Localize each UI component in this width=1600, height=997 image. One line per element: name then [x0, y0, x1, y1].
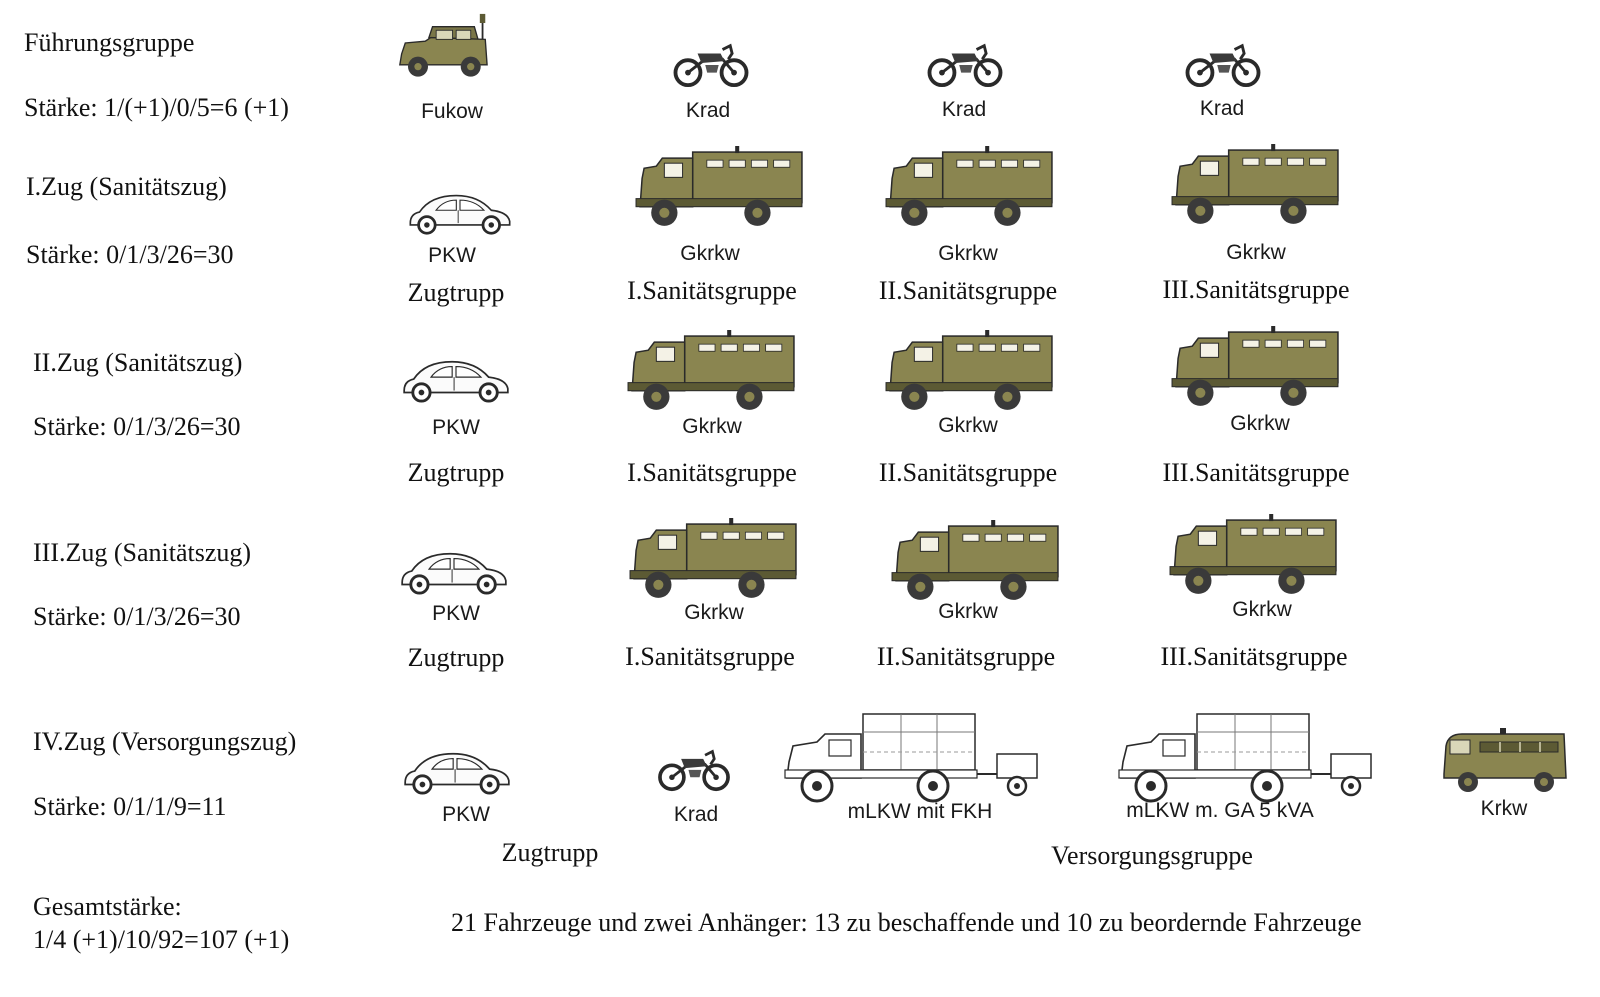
unit-strength-fuehrungsgruppe: Stärke: 1/(+1)/0/5=6 (+1): [24, 93, 289, 122]
group-label: III.Sanitätsgruppe: [1162, 275, 1350, 304]
jeep-icon: [398, 12, 498, 84]
ambulance-truck-icon: [634, 146, 806, 232]
group-label: Versorgungsgruppe: [1051, 841, 1253, 870]
group-label: II.Sanitätsgruppe: [878, 276, 1058, 305]
vehicle-label: Krad: [941, 98, 987, 121]
ambulance-truck-icon: [1170, 144, 1342, 230]
van-icon: [1440, 728, 1570, 798]
motorcycle-icon: [656, 746, 732, 792]
motorcycle-icon: [926, 40, 1004, 88]
ambulance-truck-icon: [884, 330, 1056, 416]
ambulance-truck-icon: [884, 146, 1056, 232]
vehicle-label: PKW: [428, 244, 476, 267]
group-label: II.Sanitätsgruppe: [876, 642, 1056, 671]
ambulance-truck-icon: [1170, 326, 1342, 412]
unit-strength-zug-3: Stärke: 0/1/3/26=30: [33, 602, 241, 631]
group-label: Zugtrupp: [407, 458, 505, 487]
vehicle-label: PKW: [442, 803, 490, 826]
group-label: I.Sanitätsgruppe: [627, 276, 797, 305]
vehicle-label: Krkw: [1480, 797, 1528, 820]
cargo-truck-trailer-icon: [782, 708, 1044, 808]
unit-title-fuehrungsgruppe: Führungsgruppe: [24, 28, 195, 57]
unit-strength-zug-1: Stärke: 0/1/3/26=30: [26, 240, 234, 269]
group-label: III.Sanitätsgruppe: [1162, 458, 1350, 487]
car-icon: [394, 548, 514, 596]
group-label: I.Sanitätsgruppe: [627, 458, 797, 487]
group-label: Zugtrupp: [407, 278, 505, 307]
vehicle-label: Gkrkw: [938, 242, 998, 265]
vehicle-label: Gkrkw: [684, 601, 744, 624]
motorcycle-icon: [672, 40, 750, 88]
unit-strength-zug-2: Stärke: 0/1/3/26=30: [33, 412, 241, 441]
vehicle-label: Gkrkw: [680, 242, 740, 265]
unit-title-zug-1: I.Zug (Sanitätszug): [26, 172, 227, 201]
vehicle-label: Krad: [685, 99, 731, 122]
unit-title-zug-4: IV.Zug (Versorgungszug): [33, 727, 297, 756]
vehicle-label: Gkrkw: [938, 414, 998, 437]
unit-title-zug-3: III.Zug (Sanitätszug): [33, 538, 252, 567]
vehicle-label: PKW: [432, 602, 480, 625]
ambulance-truck-icon: [1168, 514, 1340, 600]
group-label: II.Sanitätsgruppe: [878, 458, 1058, 487]
vehicle-label: Gkrkw: [682, 415, 742, 438]
group-label: III.Sanitätsgruppe: [1160, 642, 1348, 671]
car-icon: [396, 748, 518, 796]
total-label: Gesamtstärke:: [33, 892, 182, 921]
vehicle-label: mLKW mit FKH: [847, 800, 993, 823]
ambulance-truck-icon: [626, 330, 798, 416]
group-label: Zugtrupp: [407, 643, 505, 672]
ambulance-truck-icon: [890, 520, 1062, 606]
vehicle-label: Gkrkw: [1232, 598, 1292, 621]
total-value: 1/4 (+1)/10/92=107 (+1): [33, 925, 290, 954]
car-icon: [404, 190, 516, 236]
motorcycle-icon: [1184, 40, 1262, 88]
vehicle-label: Gkrkw: [938, 600, 998, 623]
unit-title-zug-2: II.Zug (Sanitätszug): [33, 348, 243, 377]
vehicle-label: Gkrkw: [1230, 412, 1290, 435]
ambulance-truck-icon: [628, 518, 800, 604]
vehicle-label: Krad: [1199, 97, 1245, 120]
vehicle-label: Krad: [673, 803, 719, 826]
cargo-truck-trailer-icon: [1116, 708, 1378, 808]
vehicle-label: Gkrkw: [1226, 241, 1286, 264]
unit-strength-zug-4: Stärke: 0/1/1/9=11: [33, 792, 227, 821]
vehicle-summary: 21 Fahrzeuge und zwei Anhänger: 13 zu beschaffende und 10 zu beordernde Fahrzeuge: [451, 908, 1362, 937]
vehicle-label: Fukow: [421, 100, 483, 123]
vehicle-label: mLKW m. GA 5 kVA: [1126, 799, 1314, 822]
car-icon: [396, 356, 516, 404]
vehicle-label: PKW: [432, 416, 480, 439]
group-label: Zugtrupp: [501, 838, 599, 867]
group-label: I.Sanitätsgruppe: [625, 642, 795, 671]
